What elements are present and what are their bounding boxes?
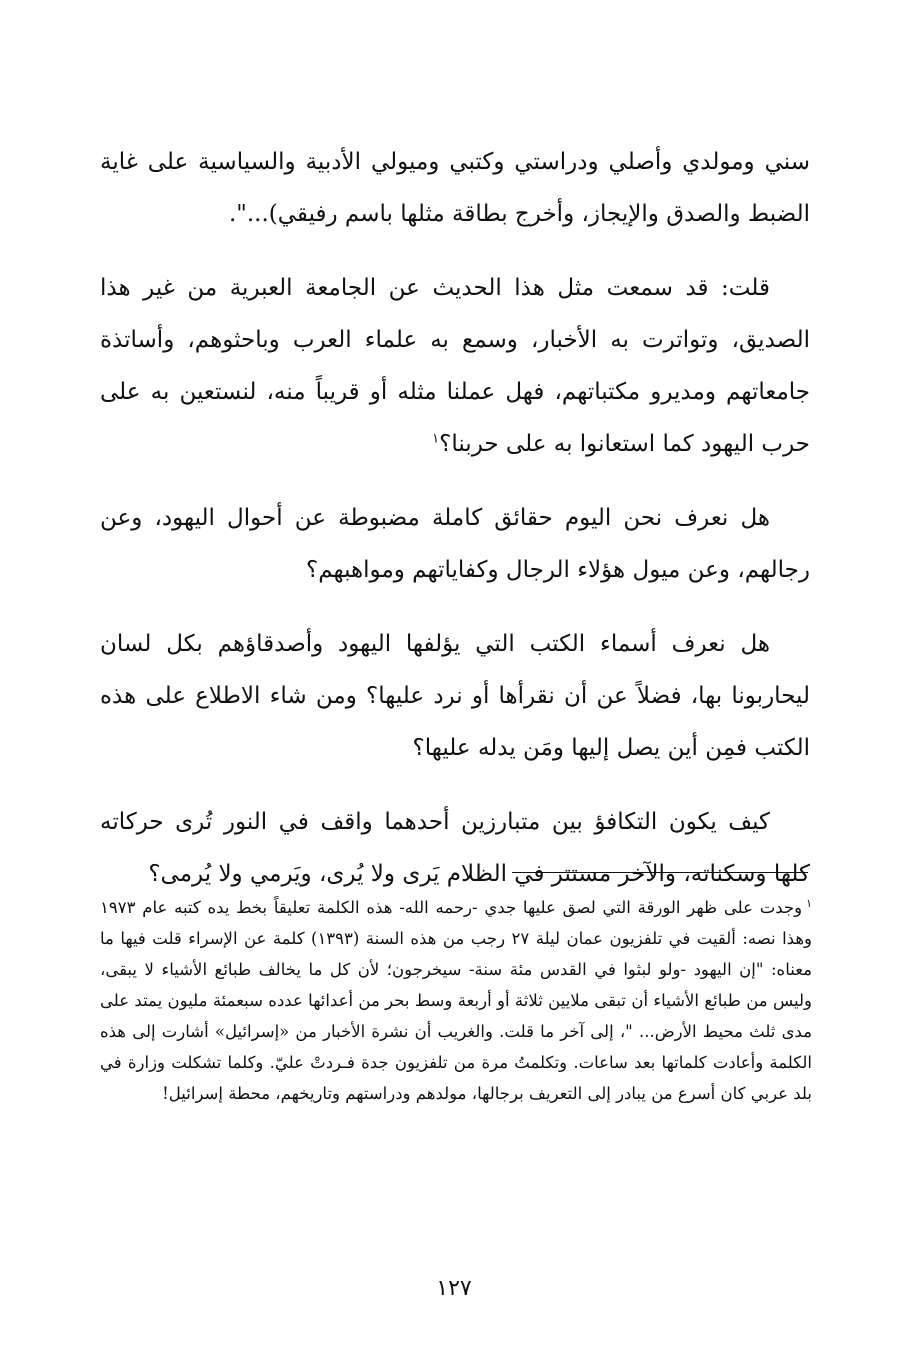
footnote-text: وجدت على ظهر الورقة التي لصق عليها جدي -رحمه الله- هذه الكلمة تعليقاً بخط يده كتبه عام ١٩٧٣ وهذا نصه: ألقيت في تلفزيون عمان ليلة ٢٧ رجب من هذه السنة (١٣٩٣) كلمة عن الإسراء قلت فيها ما معناه: "إن اليهود -ولو لبثوا في القدس مئة سنة- سيخرجون؛ لأن كل ما يخالف طبائع الأشياء لا يبقى، وليس من طبائع الأشياء أن تبقى ملايين ثلاثة أو أربعة وسط بحر من أعدائها عدده سبعمئة مليون يمتد على مدى ثلث محيط الأرض... "، إلى آخر ما قلت. والغريب أن نشرة الأخبار من «إسرائيل» أشارت إلى هذه الكلمة وأعادت كلماتها بعد ساعات. وتكلمتُ مرة من تلفزيون جدة فـردتْ عليّ. وكلما تشكلت وزارة في بلد عربي كان أسرع من يبادر إلى التعريف برجالها، مولدهم ودراستهم وتاريخهم، محطة إسرائيل! bbox=[100, 898, 813, 1103]
footnote-reference: ١ bbox=[432, 431, 440, 447]
paragraph-2-text: قلت: قد سمعت مثل هذا الحديث عن الجامعة العبرية من غير هذا الصديق، وتواترت به الأخبار، وسمع به علماء العرب وباحثوهم، وأساتذة جامعاتهم ومديرو مكتباتهم، فهل عملنا مثله أو قريباً منه، لنستعين به على حرب اليهود كما استعانوا به على حربنا؟ bbox=[100, 275, 810, 457]
footnote-separator bbox=[512, 872, 808, 873]
paragraph-5: كيف يكون التكافؤ بين متبارزين أحدهما واقف في النور تُرى حركاته كلها وسكناته، والآخر مستتر في الظلام يَرى ولا يُرى، ويَرمي ولا يُرمى؟ bbox=[100, 809, 810, 887]
paragraph-3: هل نعرف نحن اليوم حقائق كاملة مضبوطة عن أحوال اليهود، وعن رجالهم، وعن ميول هؤلاء الرجال وكفاياتهم ومواهبهم؟ bbox=[100, 505, 810, 583]
paragraph-1: سني ومولدي وأصلي ودراستي وكتبي وميولي الأدبية والسياسية على غاية الضبط والصدق والإيجاز، وأخرج بطاقة مثلها باسم رفيقي)...". bbox=[100, 149, 810, 227]
paragraph-2 bbox=[100, 262, 810, 470]
paragraph-4: هل نعرف أسماء الكتب التي يؤلفها اليهود وأصدقاؤهم بكل لسان ليحاربونا بها، فضلاً عن أن نقرأها أو نرد عليها؟ ومن شاء الاطلاع على هذه الكتب فمِن أين يصل إليها ومَن يدله عليها؟ bbox=[100, 631, 810, 761]
page-body bbox=[100, 136, 810, 922]
footnote-number: ١ bbox=[806, 896, 812, 910]
page-number: ١٢٧ bbox=[436, 1276, 472, 1301]
footnote bbox=[100, 892, 812, 1109]
